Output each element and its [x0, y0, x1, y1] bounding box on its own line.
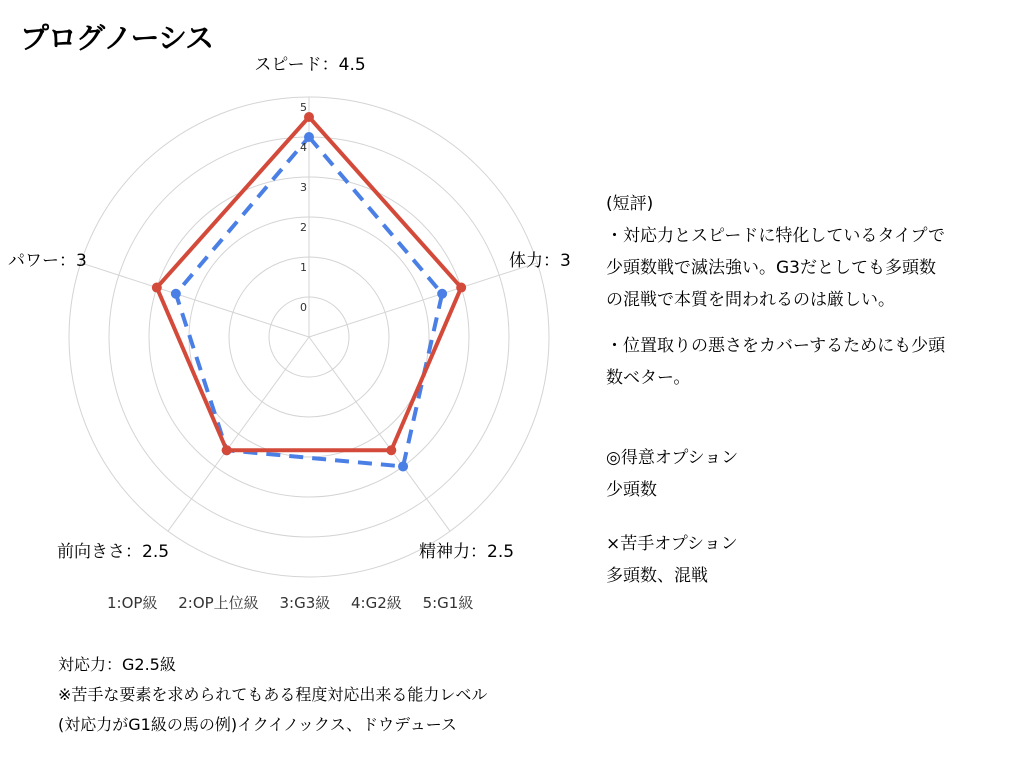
legend-item: 2:OP上位級	[178, 594, 259, 612]
axis-label: パワー：3	[8, 251, 87, 271]
tick-label: 2	[300, 221, 307, 234]
radar-grid	[69, 97, 549, 577]
axis-label: 前向きさ：2.5	[57, 542, 170, 562]
bad-option-label: ×苦手オプション	[606, 534, 738, 554]
tick-label: 1	[300, 261, 307, 274]
radar-ticks	[300, 101, 307, 314]
radar-axis-labels	[8, 55, 571, 562]
axis-label: 体力：3	[509, 251, 571, 271]
notes-line: 対応力：G2.5級	[58, 655, 176, 674]
tick-label: 3	[300, 181, 307, 194]
review-panel	[606, 188, 1016, 592]
tick-label: 5	[300, 101, 307, 114]
legend-item: 3:G3級	[279, 594, 331, 612]
data-point	[222, 445, 232, 455]
axis-spoke	[81, 263, 309, 337]
review-text: の混戦で本質を問われるのは厳しい。	[606, 290, 895, 310]
axis-spoke	[309, 263, 537, 337]
review-heading: (短評)	[606, 194, 654, 214]
radar-chart	[0, 0, 620, 590]
notes	[58, 650, 487, 740]
data-point	[437, 289, 447, 299]
data-point	[152, 283, 162, 293]
notes-line: ※苦手な要素を求められてもある程度対応出来る能力レベル	[58, 685, 488, 704]
data-point	[398, 461, 408, 471]
data-point	[456, 283, 466, 293]
bad-option-value: 多頭数、混戦	[606, 566, 708, 586]
data-point	[386, 445, 396, 455]
tick-label: 4	[300, 141, 307, 154]
chart-legend	[107, 592, 489, 613]
good-option-label: ◎得意オプション	[606, 448, 739, 468]
data-point	[171, 289, 181, 299]
tick-label: 0	[300, 301, 307, 314]
review-text: ・位置取りの悪さをカバーするためにも少頭	[606, 336, 946, 356]
axis-label: スピード：4.5	[254, 55, 366, 75]
review-text: 少頭数戦で滅法強い。G3だとしても多頭数	[606, 258, 936, 278]
legend-item: 5:G1級	[422, 594, 474, 612]
page-title: プログノーシス	[20, 21, 214, 55]
legend-item: 4:G2級	[351, 594, 402, 612]
notes-line: (対応力がG1級の馬の例)イクイノックス、ドウデュース	[58, 715, 457, 734]
review-text: ・対応力とスピードに特化しているタイプで	[606, 226, 945, 246]
axis-label: 精神力：2.5	[419, 542, 515, 562]
legend-item: 1:OP級	[107, 594, 158, 612]
good-option-value: 少頭数	[606, 480, 657, 500]
review-text: 数ベター。	[606, 368, 691, 388]
